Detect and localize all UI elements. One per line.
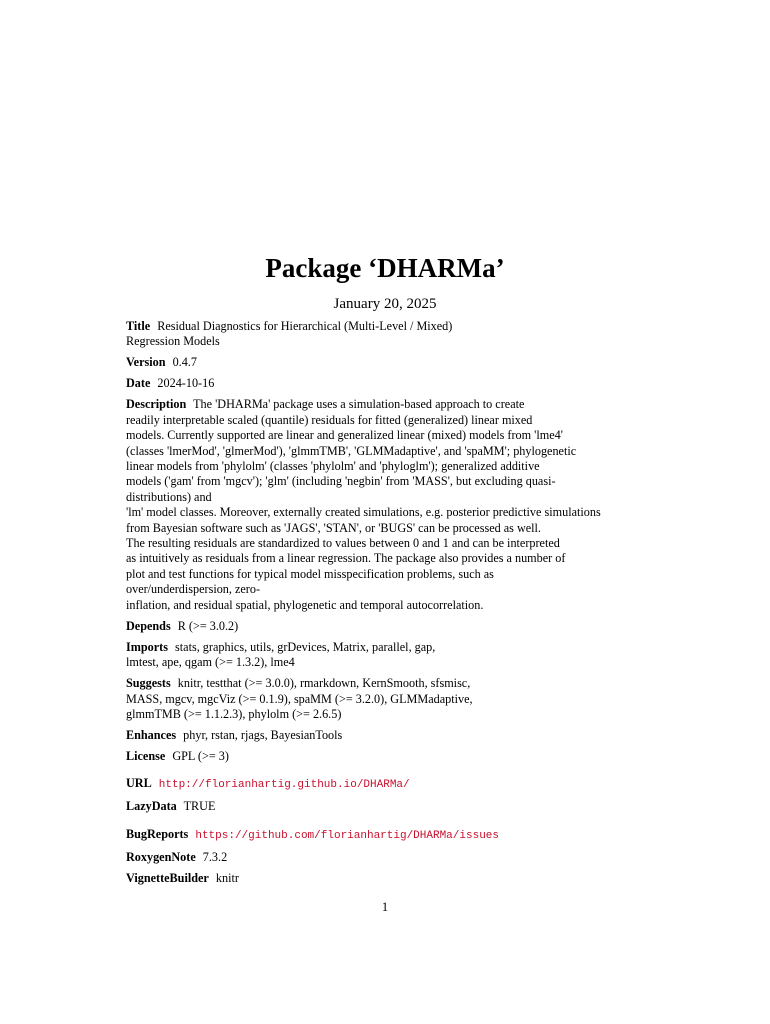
description-line: readily interpretable scaled (quantile) residuals for fitted (generalized) linear mixed	[126, 412, 533, 427]
field-value-license: GPL (>= 3)	[172, 748, 229, 763]
field-name-bugreports: BugReports	[126, 826, 189, 841]
description-line: models. Currently supported are linear and generalized linear (mixed) models from 'lme4'	[126, 428, 563, 443]
field-version	[126, 355, 666, 370]
field-name-depends: Depends	[126, 618, 171, 633]
field-depends	[126, 619, 666, 634]
url-link[interactable]: http://florianhartig.github.io/DHARMa/	[158, 779, 410, 792]
field-name-url: URL	[126, 776, 152, 791]
field-name-suggests: Suggests	[126, 676, 171, 691]
field-value-title-line: Regression Models	[126, 334, 220, 349]
bugreports-link[interactable]: https://github.com/florianhartig/DHARMa/issues	[195, 829, 499, 842]
description-line: as intuitively as residuals from a linear regression. The package also provides a number of	[126, 551, 566, 566]
field-name-version: Version	[126, 355, 166, 370]
package-fields	[126, 319, 666, 892]
field-name-license: License	[126, 748, 166, 763]
field-description	[126, 397, 666, 613]
field-suggests	[126, 676, 666, 722]
field-value-lazydata: TRUE	[183, 799, 216, 814]
suggests-line: knitr, testthat (>= 3.0.0), rmarkdown, KernSmooth, sfsmisc,	[177, 676, 471, 691]
field-value-version: 0.4.7	[172, 355, 197, 370]
description-line: plot and test functions for typical model misspecification problems, such as	[126, 566, 494, 581]
field-value-depends: R (>= 3.0.2)	[177, 618, 239, 633]
description-line: The 'DHARMa' package uses a simulation-based approach to create	[193, 397, 525, 412]
description-line: The resulting residuals are standardized to values between 0 and 1 and can be interpreted	[126, 536, 560, 551]
field-name-vignettebuilder: VignetteBuilder	[126, 870, 209, 885]
field-value-title-line: Residual Diagnostics for Hierarchical (Multi-Level / Mixed)	[157, 319, 453, 333]
description-line: inflation, and residual spatial, phylogenetic and temporal autocorrelation.	[126, 597, 484, 612]
field-bugreports	[126, 827, 666, 844]
page-date: January 20, 2025	[333, 296, 437, 312]
field-value-vignettebuilder: knitr	[215, 870, 239, 885]
imports-line: stats, graphics, utils, grDevices, Matrix, parallel, gap,	[175, 639, 436, 654]
field-name-roxygennote: RoxygenNote	[126, 849, 196, 864]
suggests-line: MASS, mgcv, mgcViz (>= 0.1.9), spaMM (>= 3.2.0), GLMMadaptive,	[126, 691, 473, 706]
field-value-roxygennote: 7.3.2	[202, 849, 228, 864]
imports-line: lmtest, ape, qgam (>= 1.3.2), lme4	[126, 655, 295, 670]
description-line: over/underdispersion, zero-	[126, 582, 261, 597]
field-vignettebuilder	[126, 871, 666, 886]
field-name-title: Title	[126, 319, 151, 333]
page-number: 1	[381, 900, 389, 914]
description-line: from Bayesian software such as 'JAGS', 'STAN', or 'BUGS' can be processed as well.	[126, 520, 541, 535]
field-name-enhances: Enhances	[126, 727, 177, 742]
field-license	[126, 749, 666, 764]
field-name-lazydata: LazyData	[126, 799, 177, 814]
page-title: Package ‘DHARMa’	[265, 253, 505, 283]
field-lazydata	[126, 799, 666, 814]
field-name-description: Description	[126, 397, 187, 412]
field-value-date: 2024-10-16	[157, 376, 215, 391]
field-roxygennote	[126, 850, 666, 865]
description-line: models ('gam' from 'mgcv'); 'glm' (including 'negbin' from 'MASS', but excluding quasi-	[126, 474, 556, 489]
field-title	[126, 319, 666, 350]
description-line: distributions) and	[126, 489, 212, 504]
description-line: (classes 'lmerMod', 'glmerMod'), 'glmmTMB', 'GLMMadaptive', and 'spaMM'; phylogenetic	[126, 443, 577, 458]
description-line: linear models from 'phylolm' (classes 'phylolm' and 'phyloglm'); generalized additive	[126, 459, 540, 474]
field-value-enhances: phyr, rstan, rjags, BayesianTools	[183, 727, 343, 742]
field-name-date: Date	[126, 376, 151, 391]
suggests-line: glmmTMB (>= 1.1.2.3), phylolm (>= 2.6.5)	[126, 706, 342, 721]
field-imports	[126, 640, 666, 671]
field-name-imports: Imports	[126, 639, 168, 654]
description-line: 'lm' model classes. Moreover, externally created simulations, e.g. posterior predictive simulations	[126, 505, 601, 520]
field-enhances	[126, 728, 666, 743]
field-date	[126, 376, 666, 391]
field-url	[126, 776, 666, 793]
